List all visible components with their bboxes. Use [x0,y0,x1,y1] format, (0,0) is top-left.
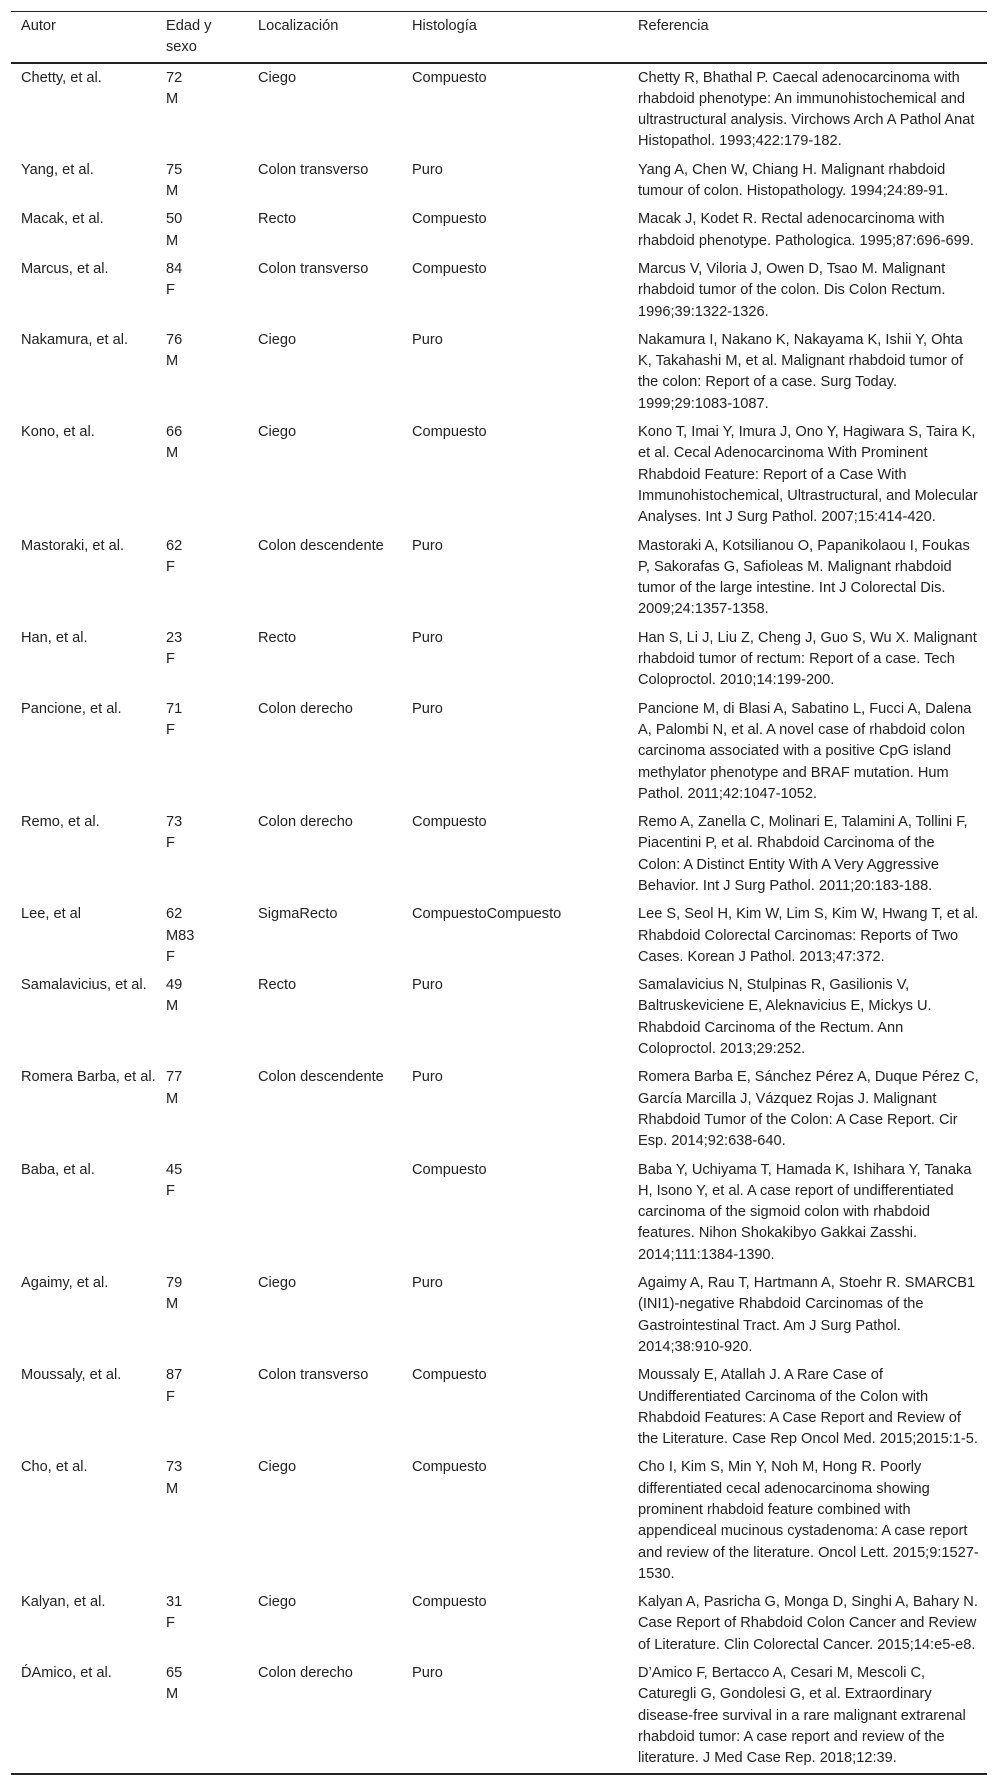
edad-sexo-line: M [166,232,179,249]
cell-localizacion: Ciego [258,1459,297,1476]
edad-sexo-line: M [166,90,179,107]
table-row [11,695,987,808]
cell-referencia: Moussaly E, Atallah J. A Rare Case of Undifferentiated Carcinoma of the Colon with Rhabdoid Features: A Case Report and Review of the Literature. Case Rep Oncol Med. 2015;2015:1-5. [638,1367,978,1448]
cell-localizacion: Colon derecho [258,1665,353,1682]
cell-histologia: CompuestoCompuesto [412,906,562,923]
table-row [11,156,987,206]
table-row [11,808,987,900]
cell-histologia: Puro [412,1069,443,1086]
cell-histologia: Compuesto [412,1594,487,1611]
table-row [11,205,987,255]
table-row [11,1361,987,1453]
cell-localizacion: Recto [258,977,297,994]
edad-sexo-line: 49 [166,977,183,994]
table-row [11,255,987,326]
edad-sexo-line: 76 [166,331,183,348]
cell-localizacion: Recto [258,211,297,228]
cell-referencia: Chetty R, Bhathal P. Caecal adenocarcinoma with rhabdoid phenotype: An immunohistochemical and ultrastructural analysis. Virchows Arch A Pathol Anat Histopathol. 1993;422:179-182. [638,69,975,150]
cell-edad-sexo [166,1269,248,1361]
cell-localizacion: Ciego [258,331,297,348]
cell-edad-sexo [166,1588,248,1659]
cell-referencia: Samalavicius N, Stulpinas R, Gasilionis V, Baltruskeviciene E, Aleknavicius E, Mickys U. Rhabdoid Carcinoma of the Rectum. Ann Coloproctol. 2013;29:252. [638,977,932,1058]
cell-autor: Cho, et al. [21,1459,88,1476]
cell-histologia: Puro [412,629,443,646]
cell-localizacion: Ciego [258,1594,297,1611]
cell-localizacion: Colon transverso [258,260,369,277]
cell-histologia: Compuesto [412,260,487,277]
cell-autor: Han, et al. [21,629,88,646]
cell-autor: Pancione, et al. [21,700,122,717]
cell-referencia: Agaimy A, Rau T, Hartmann A, Stoehr R. SMARCB1 (INI1)-negative Rhabdoid Carcinomas of the Gastrointestinal Tract. Am J Surg Pathol. 2014;38:910-920. [638,1275,976,1355]
cell-histologia: Compuesto [412,814,487,831]
cell-autor: Baba, et al. [21,1161,95,1178]
cell-edad-sexo [166,326,248,418]
cell-referencia: Nakamura I, Nakano K, Nakayama K, Ishii Y, Ohta K, Takahashi M, et al. Malignant rhabdoid tumor of the colon: Report of a case. Surg Today. 1999;29:1083-1087. [638,331,964,412]
header-referencia: Referencia [638,18,709,34]
table-row [11,326,987,418]
table-row [11,63,987,156]
cell-histologia: Puro [412,537,443,554]
cell-referencia: Pancione M, di Blasi A, Sabatino L, Fucci A, Dalena A, Palombi N, et al. A novel case of rhabdoid colon carcinoma associated with a positive CpG island methylator phenotype and BRAF mutation. Hum Pathol. 2011;42:1047-1052. [638,700,972,802]
cell-edad-sexo [166,418,248,531]
edad-sexo-line: M [166,1686,179,1703]
edad-sexo-line: F [166,558,175,575]
edad-sexo-line: F [166,1388,175,1405]
table-row [11,1063,987,1155]
cell-localizacion: SigmaRecto [258,906,338,923]
cell-edad-sexo [166,695,248,808]
cell-localizacion: Ciego [258,424,297,441]
edad-sexo-line: F [166,948,175,965]
edad-sexo-line: 77 [166,1069,183,1086]
cell-edad-sexo [166,1156,248,1269]
cell-localizacion: Colon derecho [258,700,353,717]
cell-histologia: Compuesto [412,424,487,441]
cell-autor: Macak, et al. [21,211,104,228]
cell-edad-sexo [166,1361,248,1453]
cell-referencia: Kono T, Imai Y, Imura J, Ono Y, Hagiwara S, Taira K, et al. Cecal Adenocarcinoma With Prominent Rhabdoid Feature: Report of a Case With Immunohistochemical, Ultrastructural, and Molecular Analyses. Int J Surg Pathol. 2007;15:414-420. [638,424,978,526]
cell-autor: Yang, et al. [21,161,94,178]
cell-histologia: Compuesto [412,1161,487,1178]
edad-sexo-line: 50 [166,211,183,228]
table-row [11,532,987,624]
cell-localizacion: Ciego [258,69,297,86]
cell-edad-sexo [166,1659,248,1773]
table-row [11,1156,987,1269]
cell-autor: Chetty, et al. [21,69,102,86]
cell-localizacion: Recto [258,629,297,646]
edad-sexo-line: F [166,1182,175,1199]
edad-sexo-line: 45 [166,1161,183,1178]
edad-sexo-line: M [166,445,179,462]
cell-referencia: Baba Y, Uchiyama T, Hamada K, Ishihara Y, Tanaka H, Isono Y, et al. A case report of undifferentiated carcinoma of the sigmoid colon with rhabdoid features. Nihon Shokakibyo Gakkai Zasshi. 2014;111:1384-1390. [638,1161,972,1263]
cell-histologia: Compuesto [412,211,487,228]
cell-autor: Lee, et al [21,906,82,923]
cell-edad-sexo [166,808,248,900]
edad-sexo-line: 72 [166,69,183,86]
cases-table [11,11,987,1775]
header-edad-sexo: Edad y sexo [166,18,212,56]
cell-histologia: Compuesto [412,1367,487,1384]
table-row [11,971,987,1063]
cell-autor: Nakamura, et al. [21,331,129,348]
cell-referencia: Han S, Li J, Liu Z, Cheng J, Guo S, Wu X. Malignant rhabdoid tumor of rectum: Report of a case. Tech Coloproctol. 2010;14:199-200. [638,629,977,689]
cell-localizacion: Colon transverso [258,1367,369,1384]
cell-autor: Marcus, et al. [21,260,109,277]
edad-sexo-line: M [166,1296,179,1313]
header-histologia: Histología [412,18,477,34]
header-localizacion: Localización [258,18,339,34]
table-header-row [11,12,987,63]
cell-autor: Samalavicius, et al. [21,977,147,994]
cell-edad-sexo [166,532,248,624]
cell-referencia: Mastoraki A, Kotsilianou O, Papanikolaou I, Foukas P, Sakorafas G, Safioleas M. Malignant rhabdoid tumor of the large intestine. Int J Colorectal Dis. 2009;24:1357-1358. [638,537,970,618]
cell-histologia: Compuesto [412,1459,487,1476]
header-autor: Autor [21,18,56,34]
edad-sexo-line: 75 [166,161,183,178]
edad-sexo-line: M [166,1480,179,1497]
cell-histologia: Puro [412,161,443,178]
edad-sexo-line: 87 [166,1367,183,1384]
cell-edad-sexo [166,63,248,156]
table-row [11,1453,987,1588]
cell-edad-sexo [166,1063,248,1155]
cell-edad-sexo [166,971,248,1063]
cell-localizacion [248,1156,402,1269]
cell-autor: Kono, et al. [21,424,95,441]
cell-referencia: Kalyan A, Pasricha G, Monga D, Singhi A, Bahary N. Case Report of Rhabdoid Colon Cancer and Review of Literature. Clin Colorectal Cancer. 2015;14:e5-e8. [638,1594,978,1653]
cell-autor: Kalyan, et al. [21,1594,106,1611]
edad-sexo-line: 31 [166,1594,183,1611]
cell-referencia: Marcus V, Viloria J, Owen D, Tsao M. Malignant rhabdoid tumor of the colon. Dis Colon Rectum. 1996;39:1322-1326. [638,260,946,320]
cell-autor: Remo, et al. [21,814,100,831]
edad-sexo-line: 66 [166,424,183,441]
cell-edad-sexo [166,624,248,695]
edad-sexo-line: M [166,1090,179,1107]
edad-sexo-line: F [166,721,175,738]
cell-edad-sexo [166,900,248,971]
edad-sexo-line: F [166,651,175,668]
cell-localizacion: Colon transverso [258,161,369,178]
cell-localizacion: Colon descendente [258,537,384,554]
edad-sexo-line: 23 [166,629,183,646]
cell-histologia: Compuesto [412,69,487,86]
edad-sexo-line: M [166,353,179,370]
table-row [11,418,987,531]
table-row [11,624,987,695]
cell-autor: D́Amico, et al. [21,1665,112,1682]
edad-sexo-line: M [166,183,179,200]
cell-edad-sexo [166,255,248,326]
cell-referencia: D’Amico F, Bertacco A, Cesari M, Mescoli C, Caturegli G, Gondolesi G, et al. Extraordinary disease-free survival in a rare malignant extrarenal rhabdoid tumor: A case report and review of the literature. J Med Case Rep. 2018;12:39. [638,1665,966,1767]
table-row [11,1659,987,1773]
edad-sexo-line: 73 [166,814,183,831]
cell-autor: Moussaly, et al. [21,1367,122,1384]
edad-sexo-line: 65 [166,1665,183,1682]
edad-sexo-line: M83 [166,927,195,944]
edad-sexo-line: 62 [166,537,183,554]
cell-localizacion: Colon descendente [258,1069,384,1086]
edad-sexo-line: 73 [166,1459,183,1476]
cell-edad-sexo [166,1453,248,1588]
edad-sexo-line: 84 [166,260,183,277]
cell-referencia: Remo A, Zanella C, Molinari E, Talamini A, Tollini F, Piacentini P, et al. Rhabdoid Carcinoma of the Colon: A Distinct Entity With A Very Aggressive Behavior. Int J Surg Pathol. 2011;20:183-188. [638,814,968,894]
cell-referencia: Macak J, Kodet R. Rectal adenocarcinoma with rhabdoid phenotype. Pathologica. 1995;87:696-699. [638,211,974,249]
edad-sexo-line: 71 [166,700,183,717]
edad-sexo-line: F [166,1615,175,1632]
table-row [11,1588,987,1659]
cell-autor: Agaimy, et al. [21,1275,109,1292]
cell-autor: Romera Barba, et al. [21,1069,156,1086]
cell-histologia: Puro [412,331,443,348]
cell-autor: Mastoraki, et al. [21,537,125,554]
cell-edad-sexo [166,156,248,206]
cell-localizacion: Ciego [258,1275,297,1292]
edad-sexo-line: F [166,835,175,852]
cell-histologia: Puro [412,977,443,994]
edad-sexo-line: M [166,998,179,1015]
cell-referencia: Yang A, Chen W, Chiang H. Malignant rhabdoid tumour of colon. Histopathology. 1994;24:89-91. [638,161,949,200]
cell-referencia: Lee S, Seol H, Kim W, Lim S, Kim W, Hwang T, et al. Rhabdoid Colorectal Carcinomas: Reports of Two Cases. Korean J Pathol. 2013;47:372. [638,906,979,965]
edad-sexo-line: 62 [166,906,183,923]
edad-sexo-line: 79 [166,1275,183,1292]
cell-referencia: Romera Barba E, Sánchez Pérez A, Duque Pérez C, García Marcilla J, Vázquez Rojas J. Malignant Rhabdoid Tumor of the Colon: A Case Report. Cir Esp. 2014;92:638-640. [638,1069,979,1150]
table-row [11,900,987,971]
cell-histologia: Puro [412,1665,443,1682]
cell-histologia: Puro [412,700,443,717]
cell-localizacion: Colon derecho [258,814,353,831]
cell-edad-sexo [166,205,248,255]
table-row [11,1269,987,1361]
edad-sexo-line: F [166,282,175,299]
cell-histologia: Puro [412,1275,443,1292]
cell-referencia: Cho I, Kim S, Min Y, Noh M, Hong R. Poorly differentiated cecal adenocarcinoma showing prominent rhabdoid feature combined with appendiceal mucinous cystadenoma: A case report and review of the literature. Oncol Lett. 2015;9:1527-1530. [638,1459,979,1582]
